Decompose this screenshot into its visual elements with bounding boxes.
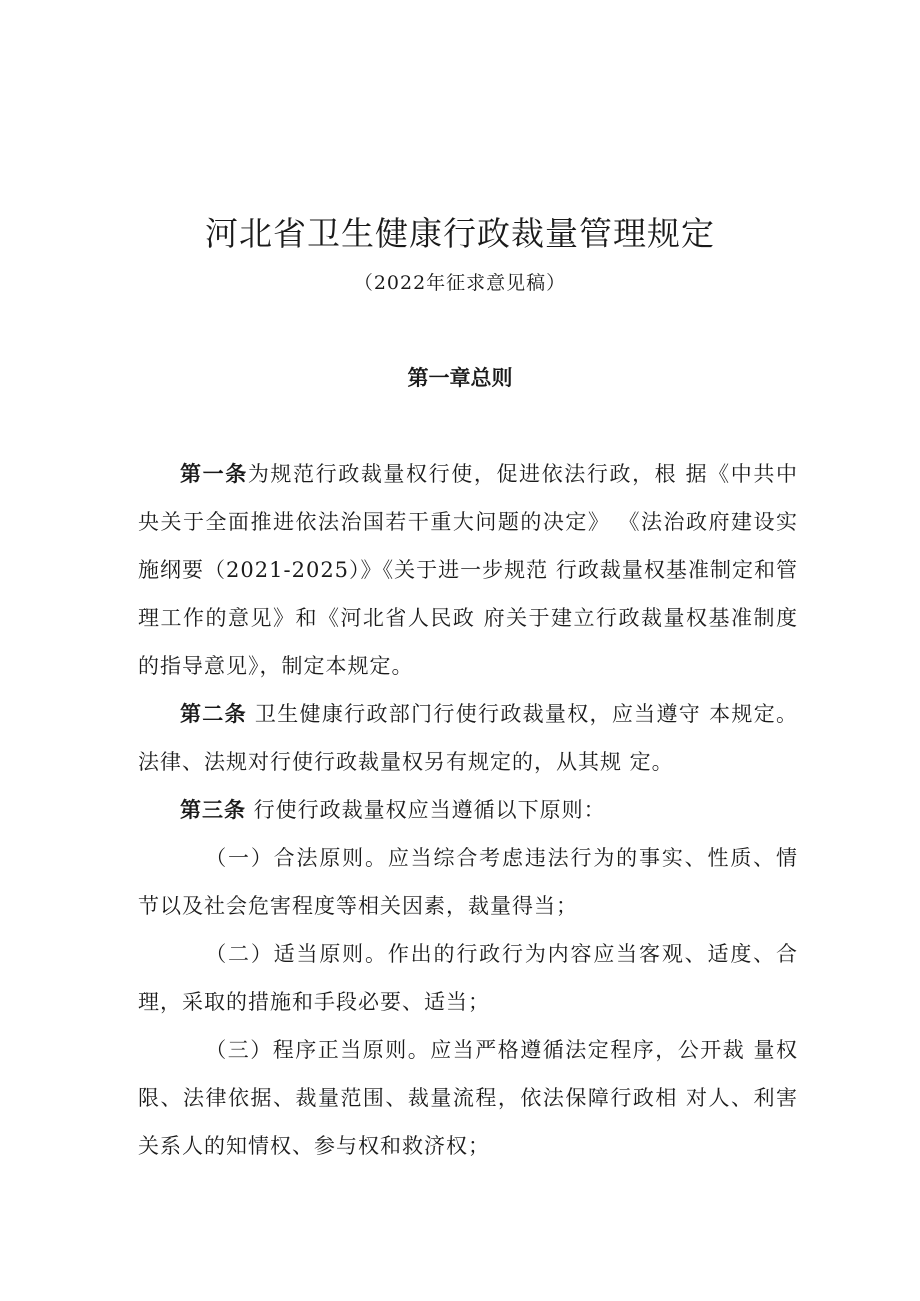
article-2-text: 卫生健康行政部门行使行政裁量权，应当遵守 本规定。法律、法规对行使行政裁量权另有规定的，从其规 定。 bbox=[138, 702, 799, 774]
article-3-label: 第三条 bbox=[180, 798, 246, 822]
article-2-label: 第二条 bbox=[180, 702, 247, 726]
article-2 bbox=[138, 690, 798, 786]
article-1-text: 为规范行政裁量权行使，促进依法行政，根 据《中共中央关于全面推进依法治国若干重大问题的决定》 《法治政府建设实施纲要（2021-2025）》《关于进一步规范 行政裁量权基准制定和管理工作的意见》和《河北省人民政 府关于建立行政裁量权基准制度的指导意见》，制定本规定。 bbox=[138, 462, 798, 678]
principle-item: （三）程序正当原则。应当严格遵循法定程序，公开裁 量权限、法律依据、裁量范围、裁量流程，依法保障行政相 对人、利害关系人的知情权、参与权和救济权； bbox=[138, 1038, 798, 1158]
document-subtitle: （2022年征求意见稿） bbox=[353, 272, 567, 294]
article-3 bbox=[138, 786, 798, 834]
article-3-text: 行使行政裁量权应当遵循以下原则： bbox=[246, 798, 606, 822]
principle-item: （二）适当原则。作出的行政行为内容应当客观、适度、合理，采取的措施和手段必要、适当； bbox=[138, 942, 798, 1014]
document-body bbox=[138, 450, 798, 1170]
article-1 bbox=[138, 450, 798, 690]
principle-item: （一）合法原则。应当综合考虑违法行为的事实、性质、情节以及社会危害程度等相关因素，裁量得当； bbox=[138, 846, 798, 918]
article-1-label: 第一条 bbox=[180, 462, 248, 486]
chapter-heading: 第一章总则 bbox=[407, 366, 513, 390]
document-title: 河北省卫生健康行政裁量管理规定 bbox=[205, 214, 715, 253]
